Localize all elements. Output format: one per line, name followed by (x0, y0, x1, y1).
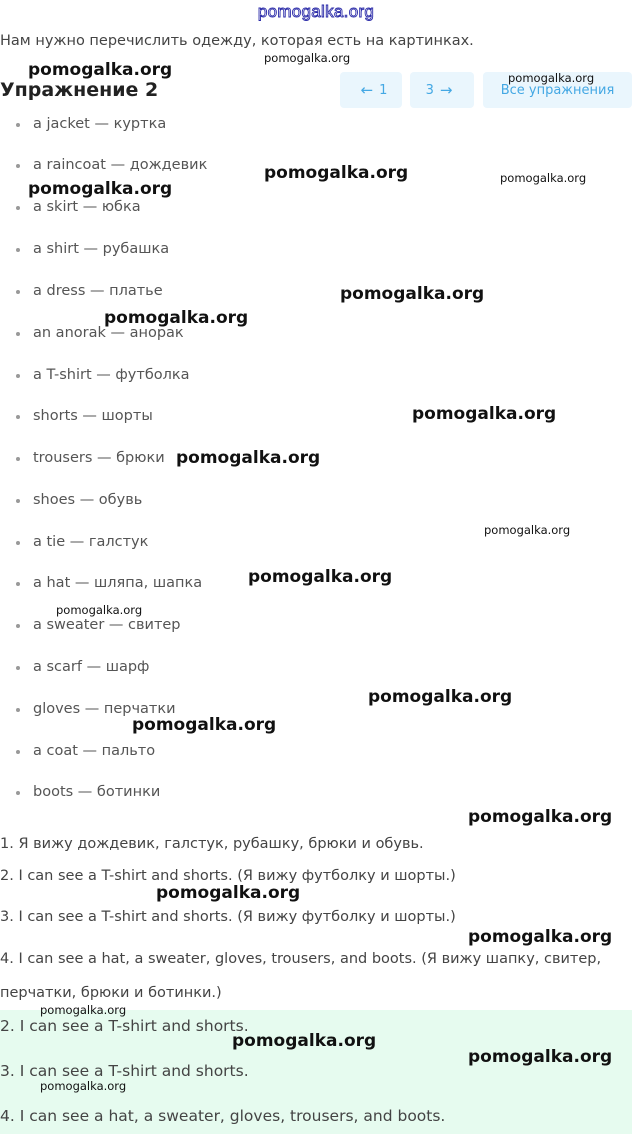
watermark: pomogalka.org (40, 1003, 127, 1017)
watermark: pomogalka.org (248, 567, 393, 587)
watermark: pomogalka.org (500, 171, 587, 185)
watermark: pomogalka.org (104, 308, 249, 328)
bullet-icon (16, 415, 20, 419)
bullet-icon (16, 541, 20, 545)
watermark: pomogalka.org (508, 71, 595, 85)
all-exercises-label: Все упражнения (500, 82, 615, 98)
bullet-icon (16, 164, 20, 168)
watermark: pomogalka.org (28, 179, 173, 199)
bullet-icon (16, 624, 20, 628)
bullet-icon (16, 499, 20, 503)
bullet-icon (16, 123, 20, 127)
watermark: pomogalka.org (40, 1079, 127, 1093)
highlighted-answer: 3. I can see a T-shirt and shorts. (0, 1062, 249, 1080)
prev-exercise-button[interactable] (340, 72, 402, 108)
watermark: pomogalka.org (156, 883, 301, 903)
bullet-icon (16, 206, 20, 210)
watermark: pomogalka.org (468, 1047, 613, 1067)
watermark: pomogalka.org (340, 284, 485, 304)
watermark: pomogalka.org (264, 163, 409, 183)
watermark: pomogalka.org (28, 60, 173, 80)
answer-line: 3. I can see a T-shirt and shorts. (Я вижу футболку и шорты.) (0, 909, 456, 925)
bullet-icon (16, 248, 20, 252)
next-exercise-button[interactable] (410, 72, 474, 108)
answer-line: 4. I can see a hat, a sweater, gloves, trousers, and boots. (Я вижу шапку, свитер, (0, 951, 602, 967)
bullet-icon (16, 791, 20, 795)
site-header-link[interactable]: pomogalka.org (257, 2, 375, 21)
bullet-icon (16, 708, 20, 712)
bullet-icon (16, 457, 20, 461)
bullet-icon (16, 332, 20, 336)
next-exercise-label: 3 (425, 82, 434, 98)
watermark: pomogalka.org (132, 715, 277, 735)
bullet-icon (16, 374, 20, 378)
exercise-title: Упражнение 2 (0, 79, 159, 101)
highlighted-answer: 4. I can see a hat, a sweater, gloves, trousers, and boots. (0, 1107, 446, 1125)
watermark: pomogalka.org (468, 927, 613, 947)
highlighted-answer: 2. I can see a T-shirt and shorts. (0, 1017, 249, 1035)
bullet-icon (16, 582, 20, 586)
intro-text: Нам нужно перечислить одежду, которая есть на картинках. (0, 33, 474, 49)
watermark: pomogalka.org (56, 603, 143, 617)
watermark: pomogalka.org (264, 51, 351, 65)
watermark: pomogalka.org (368, 687, 513, 707)
watermark: pomogalka.org (412, 404, 557, 424)
bullet-icon (16, 750, 20, 754)
answer-line: 2. I can see a T-shirt and shorts. (Я вижу футболку и шорты.) (0, 868, 456, 884)
watermark: pomogalka.org (484, 523, 571, 537)
arrow-left-icon: ← (360, 81, 374, 99)
arrow-right-icon: → (439, 81, 453, 99)
answer-line: 1. Я вижу дождевик, галстук, рубашку, брюки и обувь. (0, 836, 424, 852)
bullet-icon (16, 666, 20, 670)
prev-exercise-label: 1 (379, 82, 388, 98)
bullet-icon (16, 290, 20, 294)
answer-line: перчатки, брюки и ботинки.) (0, 985, 222, 1001)
watermark: pomogalka.org (468, 807, 613, 827)
watermark: pomogalka.org (232, 1031, 377, 1051)
watermark: pomogalka.org (176, 448, 321, 468)
